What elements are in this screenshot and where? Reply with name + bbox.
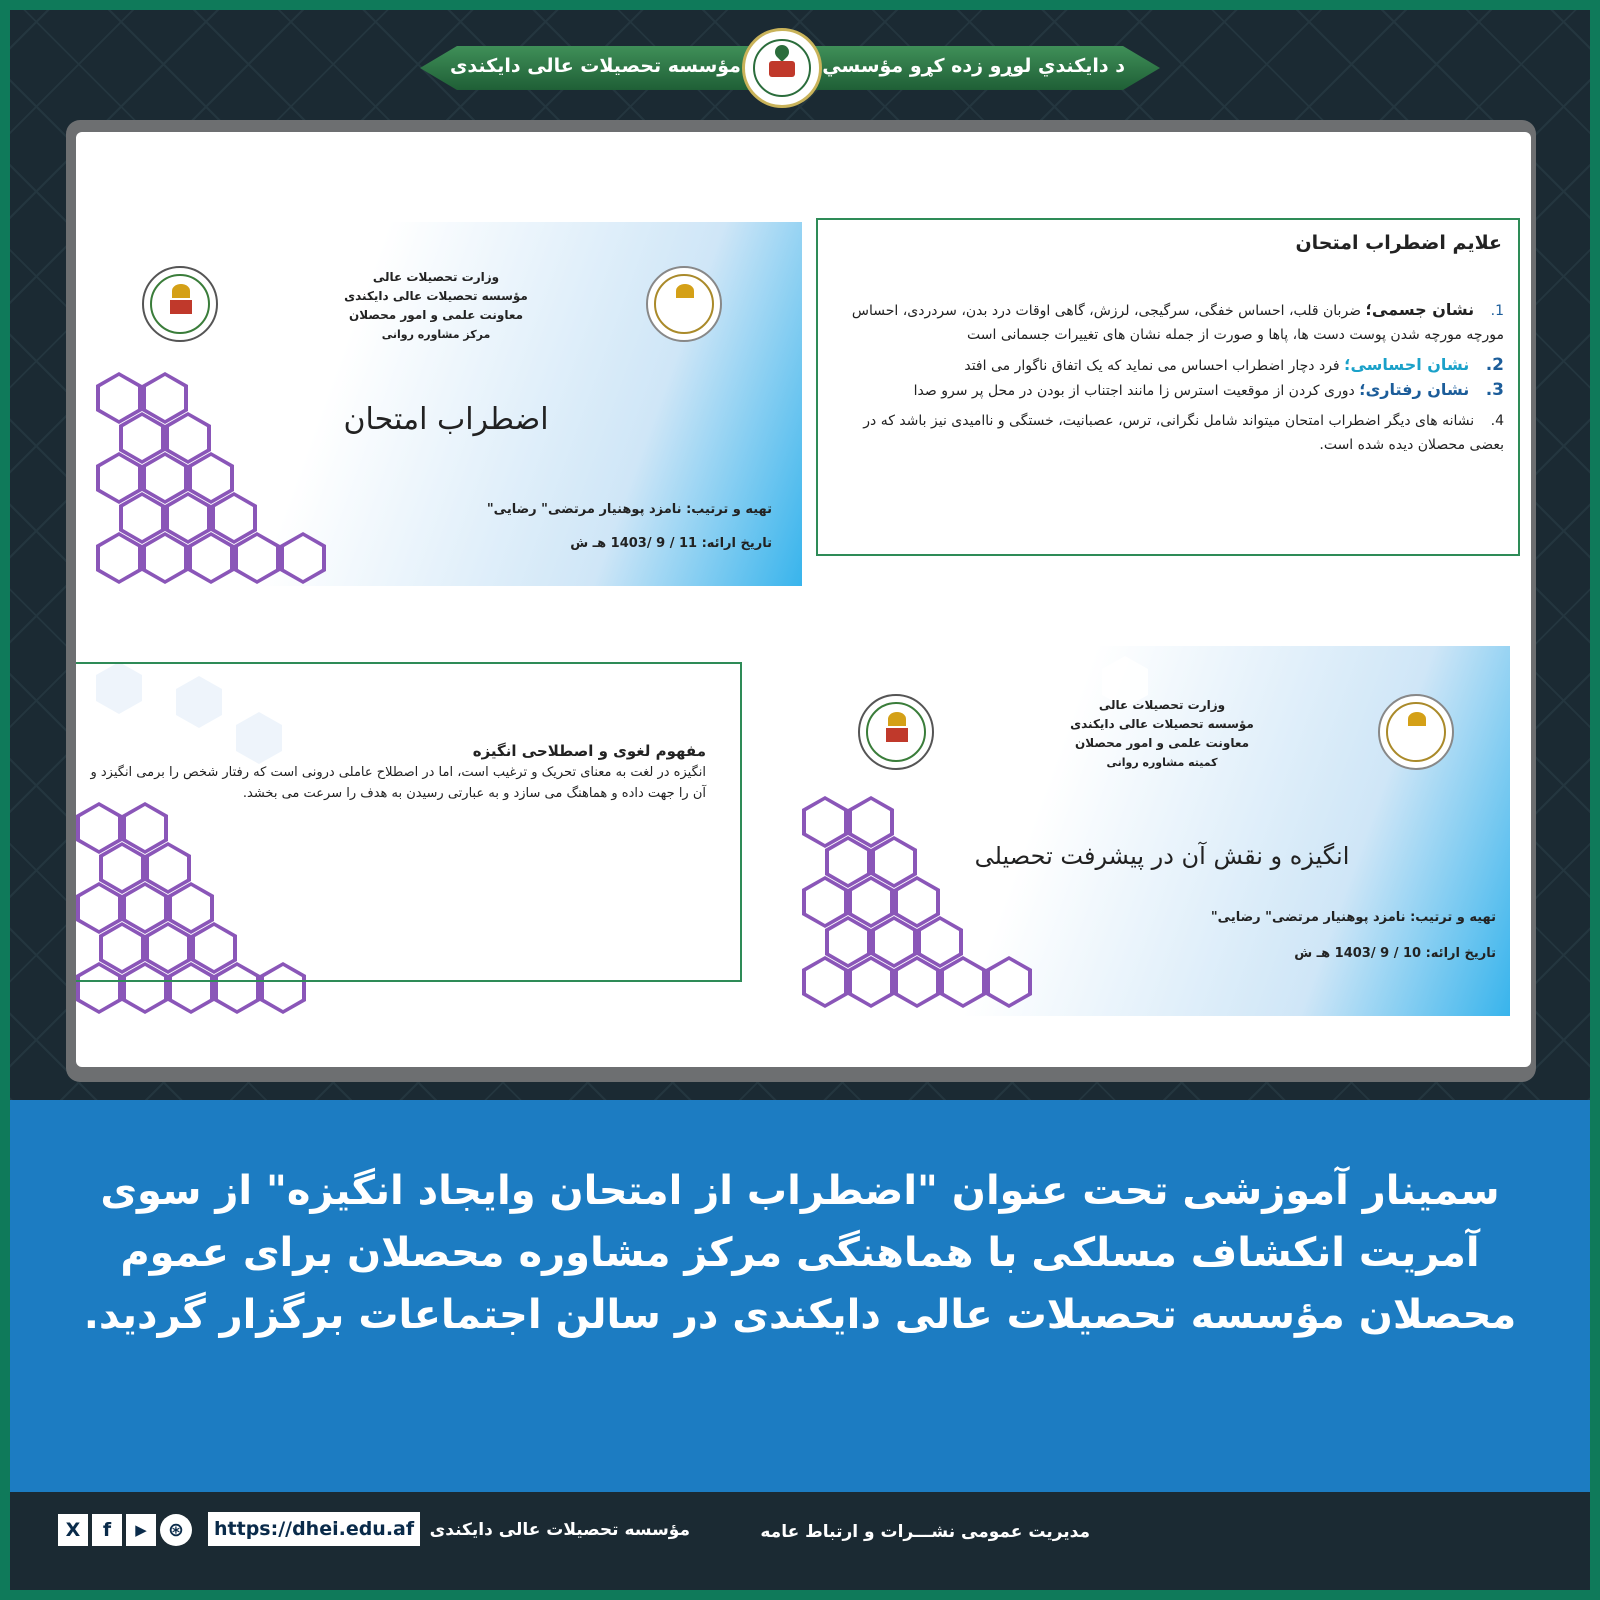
slide-motivation-concept xyxy=(76,652,776,1016)
header-title-dari: مؤسسه تحصیلات عالی دایکندی xyxy=(450,55,741,77)
ministry-logo xyxy=(1378,694,1454,770)
symptom-item: 3. نشان رفتاری؛ دوری کردن از موقعیت استرس زا مانند اجتناب از بودن در محل پر سرو صدا xyxy=(913,380,1504,400)
footer-institute-name: مؤسسه تحصیلات عالی دایکندی xyxy=(429,1520,690,1540)
org-line: وزارت تحصیلات عالی xyxy=(1098,698,1226,712)
org-line: مؤسسه تحصیلات عالی دایکندی xyxy=(344,289,528,303)
slide-title: علایم اضطراب امتحان xyxy=(1295,232,1502,254)
slide-motivation-title xyxy=(802,646,1510,1016)
post-frame xyxy=(10,10,1590,1590)
facebook-icon[interactable]: f xyxy=(92,1514,122,1546)
org-line: معاونت علمی و امور محصلان xyxy=(1074,736,1250,750)
x-icon[interactable]: X xyxy=(58,1514,88,1546)
slide-body: انگیزه در لغت به معنای تحریک و ترغیب است، اما در اصطلاح عاملی درونی است که رفتار شخص را برمی انگیزد و آن را جهت داده و هماهنگ می سازد و به عبارتی رسیدن به هدف را سرعت می بخشد. xyxy=(90,765,706,801)
org-line: مرکز مشاوره روانی xyxy=(381,328,491,341)
slides-board xyxy=(66,120,1536,1082)
website-link[interactable]: https://dhei.edu.af xyxy=(208,1512,420,1546)
slide-author: تهیه و ترتیب: نامزد پوهنیار مرتضی" رضایی" xyxy=(486,502,772,517)
slide-title: مفهوم لغوی و اصطلاحی انگیزه xyxy=(472,742,706,760)
institute-logo xyxy=(142,266,218,342)
header-banner xyxy=(390,28,1190,108)
header-title-pashto: د دایکندي لوړو زده کړو مؤسسي xyxy=(822,55,1125,77)
slide-author: تهیه و ترتیب: نامزد پوهنیار مرتضی" رضایی" xyxy=(1210,910,1496,925)
symptom-item: 4. نشانه های دیگر اضطراب امتحان میتواند شامل نگرانی، ترس، عصبانیت، خستگی و ناامیدی نیز باشد که در بعضی محصلان دیده شده است. xyxy=(863,413,1504,453)
youtube-icon[interactable]: ▶ xyxy=(126,1514,156,1546)
org-line: وزارت تحصیلات عالی xyxy=(372,270,500,284)
slide-exam-anxiety-title xyxy=(96,222,802,586)
symptom-item: 1. نشان جسمی؛ ضربان قلب، احساس خفگی، سرگیجی، لرزش، گاهی اوقات درد بدن، سردردی، احساس مورچه مورچه شدن پوست دست ها، پاها و صورت از جمله نشان های تغییرات جسمانی است xyxy=(851,300,1504,343)
org-line: کمیته مشاوره روانی xyxy=(1106,756,1218,769)
slide-title: انگیزه و نقش آن در پیشرفت تحصیلی xyxy=(974,842,1350,870)
slide-date: تاریخ ارائه: 11 / 9 /1403 هـ ش xyxy=(570,536,772,551)
slide-date: تاریخ ارائه: 10 / 9 /1403 هـ ش xyxy=(1294,946,1496,961)
institute-seal-logo xyxy=(742,28,822,108)
symptom-item: 2. نشان احساسی؛ فرد دچار اضطراب احساس می نماید که یک اتفاق ناگوار می افتد xyxy=(964,355,1504,375)
slide-title: اضطراب امتحان xyxy=(343,402,549,437)
institute-logo xyxy=(858,694,934,770)
ministry-logo xyxy=(646,266,722,342)
footer-bar xyxy=(10,1492,1590,1590)
slide-exam-anxiety-symptoms xyxy=(816,218,1520,556)
org-line: مؤسسه تحصیلات عالی دایکندی xyxy=(1070,717,1254,731)
footer-management-name: مدیریت عمومی نشـــرات و ارتباط عامه xyxy=(760,1522,1090,1542)
post-caption: سمینار آموزشی تحت عنوان "اضطراب از امتحان وایجاد انگیزه" از سوی آمریت انکشاف مسلکی با هماهنگی مرکز مشاوره محصلان برای عموم محصلان مؤسسه تحصیلات عالی دایکندی در سالن اجتماعات برگزار گردید. xyxy=(83,1168,1517,1338)
website-icon[interactable]: ⊛ xyxy=(160,1514,192,1546)
org-line: معاونت علمی و امور محصلان xyxy=(348,308,524,322)
